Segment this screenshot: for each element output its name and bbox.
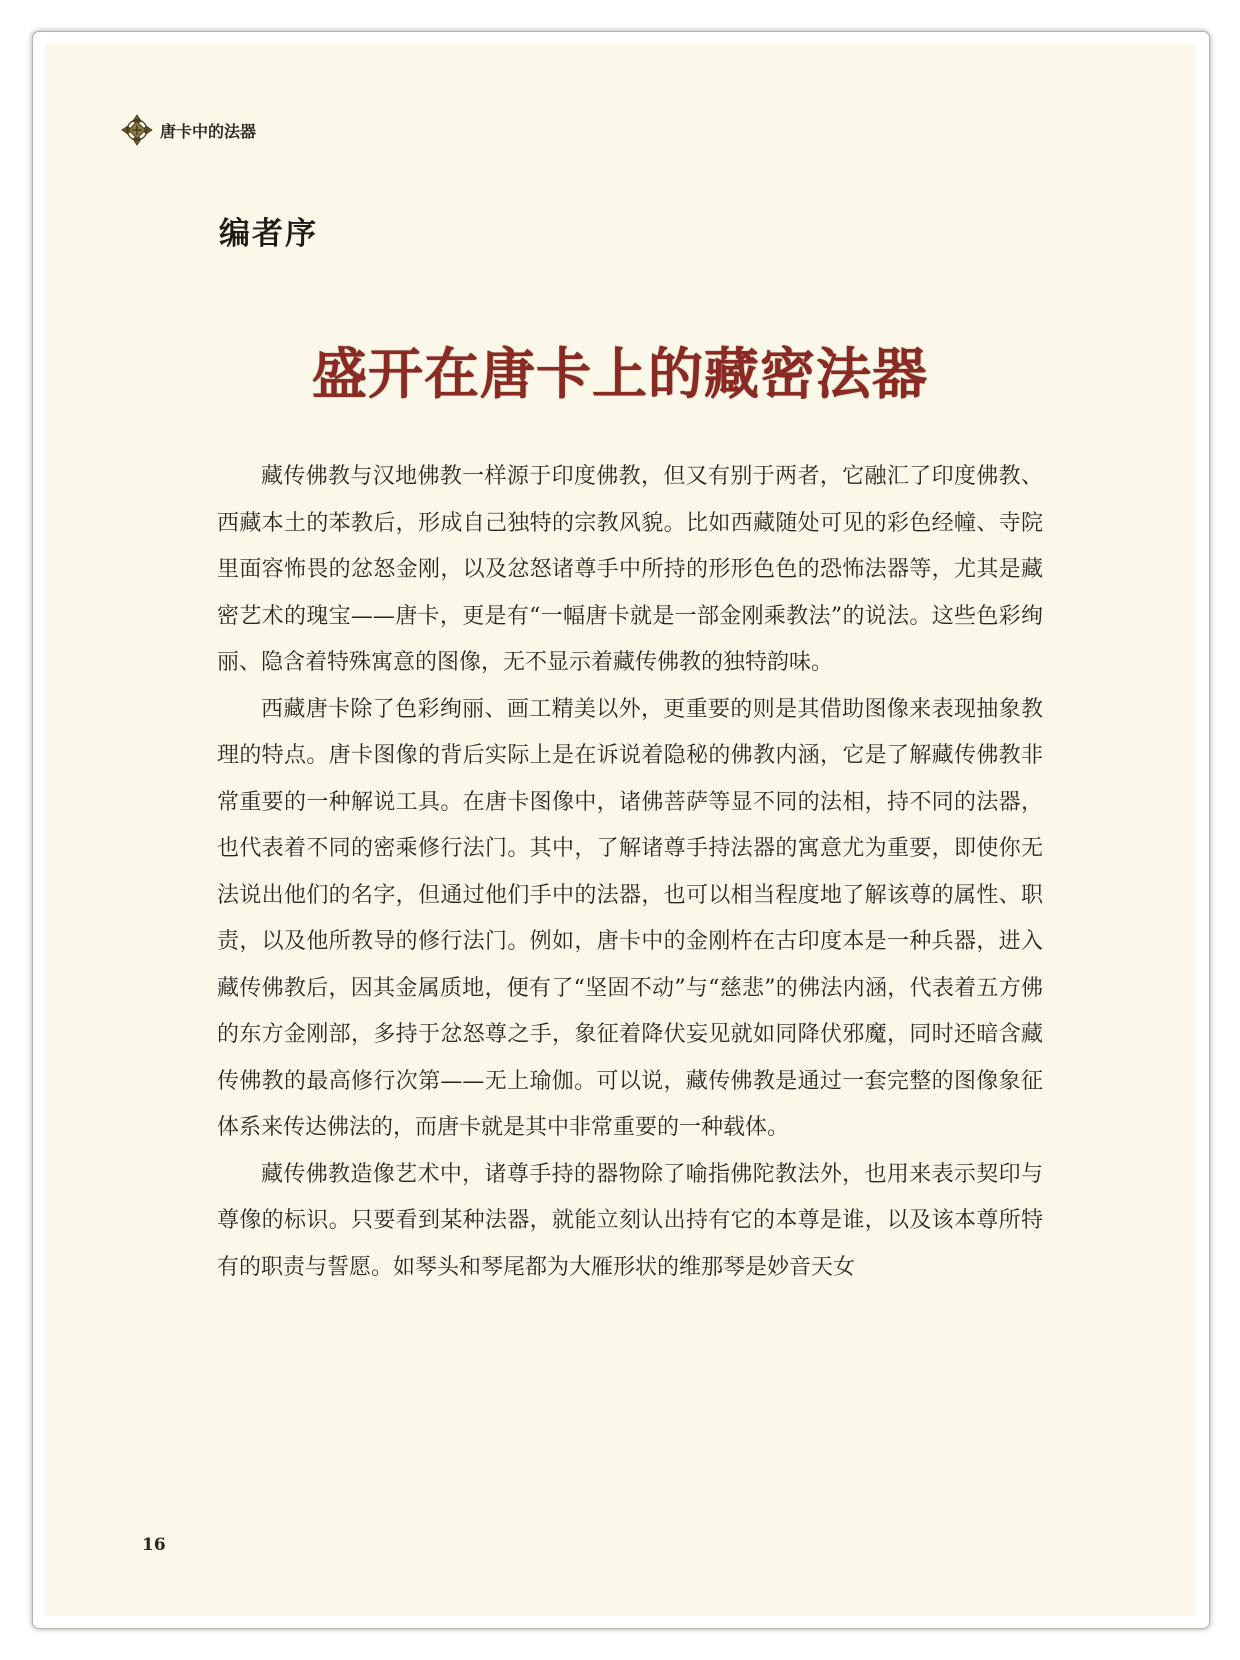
body-text <box>217 454 1043 1291</box>
running-header <box>120 113 256 147</box>
section-heading: 编者序 <box>219 216 318 252</box>
running-header-title: 唐卡中的法器 <box>160 121 257 141</box>
paragraph: 西藏唐卡除了色彩绚丽、画工精美以外，更重要的则是其借助图像来表现抽象教理的特点。唐卡图像的背后实际上是在诉说着隐秘的佛教内涵，它是了解藏传佛教非常重要的一种解说工具。在唐卡图像中，诸佛菩萨等显不同的法相，持不同的法器，也代表着不同的密乘修行法门。其中，了解诸尊手持法器的寓意尤为重要，即使你无法说出他们的名字，但通过他们手中的法器，也可以相当程度地了解该尊的属性、职责，以及他所教导的修行法门。例如，唐卡中的金刚杵在古印度本是一种兵器，进入藏传佛教后，因其金属质地，便有了“坚固不动”与“慈悲”的佛法内涵，代表着五方佛的东方金刚部，多持于忿怒尊之手，象征着降伏妄见就如同降伏邪魔，同时还暗含藏传佛教的最高修行次第——无上瑜伽。可以说，藏传佛教是通过一套完整的图像象征体系来传达佛法的，而唐卡就是其中非常重要的一种载体。 <box>217 696 1043 1140</box>
paragraph: 藏传佛教与汉地佛教一样源于印度佛教，但又有别于两者，它融汇了印度佛教、西藏本土的苯教后，形成自己独特的宗教风貌。比如西藏随处可见的彩色经幢、寺院里面容怖畏的忿怒金刚，以及忿怒诸尊手中所持的形形色色的恐怖法器等，尤其是藏密艺术的瑰宝——唐卡，更是有“一幅唐卡就是一部金刚乘教法”的说法。这些色彩绚丽、隐含着特殊寓意的图像，无不显示着藏传佛教的独特韵味。 <box>217 464 1043 675</box>
paragraph: 藏传佛教造像艺术中，诸尊手持的器物除了喻指佛陀教法外，也用来表示契印与尊像的标识。只要看到某种法器，就能立刻认出持有它的本尊是谁，以及该本尊所特有的职责与誓愿。如琴头和琴尾都为大雁形状的维那琴是妙音天女 <box>217 1161 1043 1280</box>
page-title: 盛开在唐卡上的藏密法器 <box>311 342 928 406</box>
endless-knot-icon <box>120 113 154 147</box>
page-number: 16 <box>142 1535 166 1555</box>
